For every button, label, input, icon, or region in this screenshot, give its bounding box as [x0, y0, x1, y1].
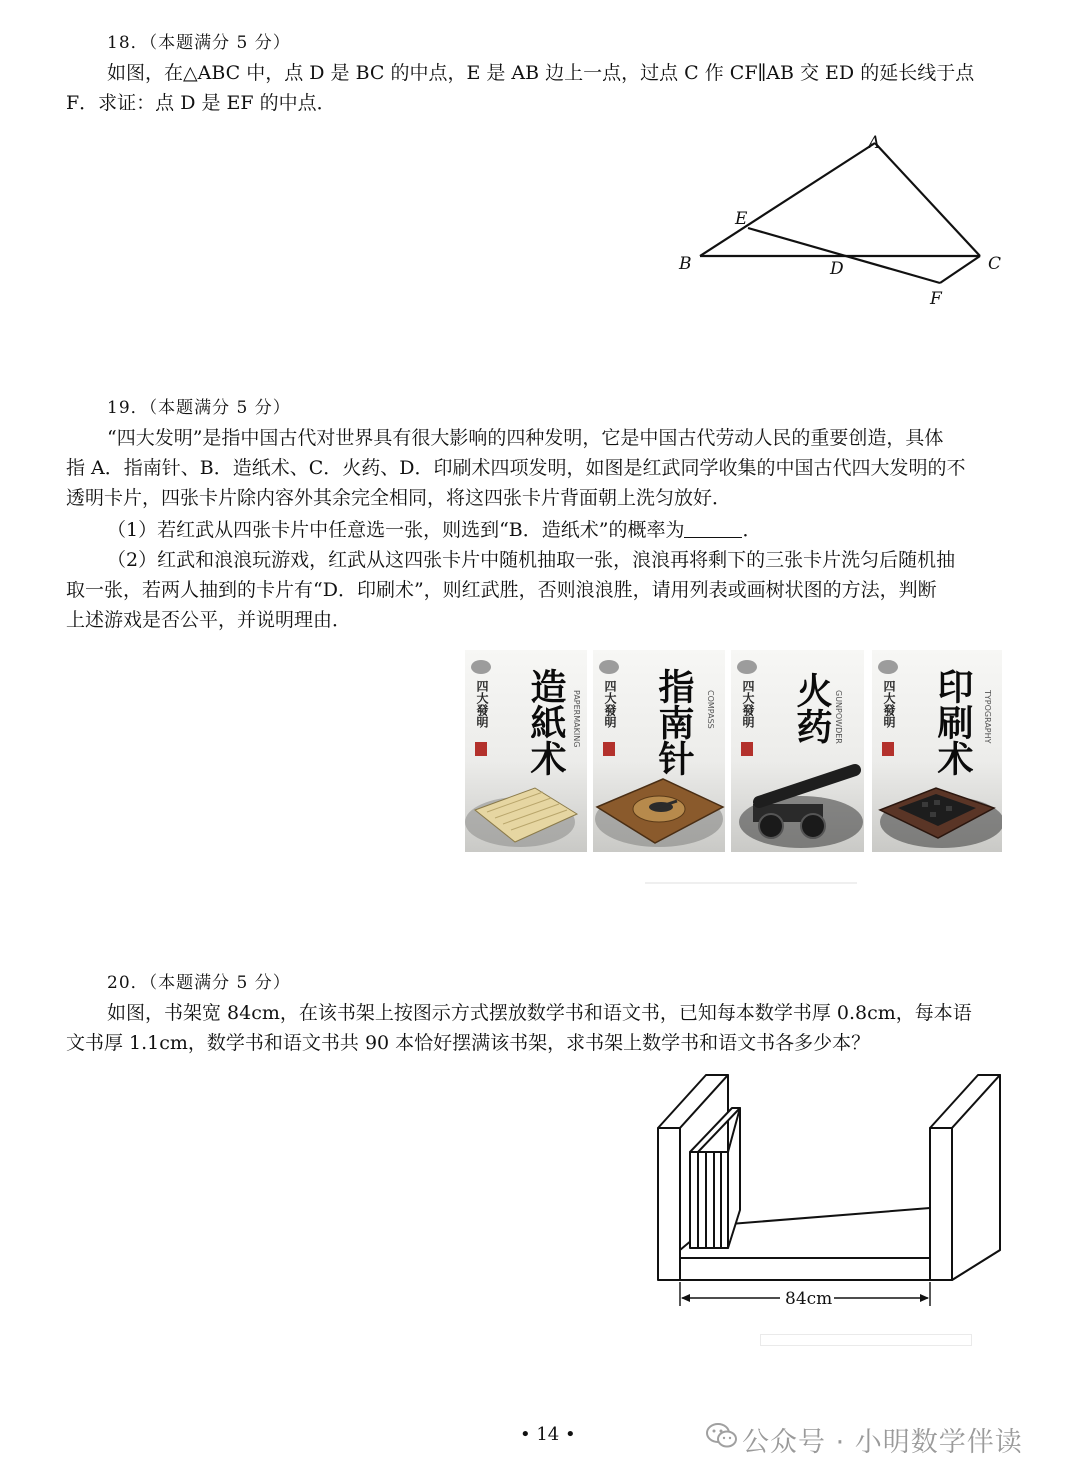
emblem-icon: [599, 660, 619, 674]
q19-part2-line1: （2）红武和浪浪玩游戏，红武从这四张卡片中随机抽取一张，浪浪再将剩下的三张卡片洗匀后随机抽: [107, 549, 956, 571]
q19-part1-end: ．: [742, 519, 762, 541]
q18-triangle-figure: [660, 125, 1030, 325]
q18-header: 18．（本题满分 5 分）: [107, 33, 291, 53]
wechat-logo-icon: [706, 1422, 738, 1450]
q20-header: 20．（本题满分 5 分）: [107, 973, 291, 993]
q20-text-line1: 如图，书架宽 84cm，在该书架上按图示方式摆放数学书和语文书，已知每本数学书厚 0.8cm，每本语: [107, 1002, 972, 1024]
dimension-label: 84cm: [785, 1289, 833, 1309]
card-printing: [872, 650, 1002, 852]
emblem-icon: [737, 660, 757, 674]
q20-text-line2: 文书厚 1.1cm，数学书和语文书共 90 本恰好摆满该书架，求书架上数学书和语文书各多少本？: [66, 1032, 871, 1054]
red-seal-icon: [603, 742, 615, 756]
card-title: 造紙术: [525, 668, 566, 776]
q19-paragraph-line3: 透明卡片，四张卡片除内容外其余完全相同，将这四张卡片背面朝上洗匀放好．: [66, 487, 732, 509]
right-board-front: [930, 1128, 952, 1280]
arrow-left-icon: [681, 1294, 690, 1302]
card-title: 火药: [791, 672, 832, 744]
q19-part2-line2: 取一张，若两人抽到的卡片有“D．印刷术”，则红武胜，否则浪浪胜，请用列表或画树状图的方法，判断: [66, 579, 937, 601]
label-b: B: [679, 254, 692, 274]
page-number: • 14 •: [520, 1424, 576, 1445]
card-title: 印刷术: [932, 668, 973, 776]
card-series-label: 四大發明: [603, 680, 617, 728]
cannon-icon: [731, 752, 864, 852]
faint-box: [760, 1334, 972, 1346]
q19-paragraph-line2: 指 A．指南针、B．造纸术、C．火药、D．印刷术四项发明，如图是红武同学收集的中国古代四大发明的不: [66, 457, 966, 479]
left-board-front: [658, 1128, 680, 1280]
label-e: E: [735, 209, 748, 229]
book-stack: [690, 1152, 728, 1248]
compass-board-icon: [593, 757, 725, 852]
q19-header: 19．（本题满分 5 分）: [107, 398, 291, 418]
label-d: D: [830, 259, 844, 279]
label-a: A: [868, 133, 881, 153]
card-series-label: 四大發明: [475, 680, 489, 728]
type-tray-icon: [872, 762, 1002, 852]
card-gunpowder: [731, 650, 864, 852]
card-english: TYPOGRAPHY: [983, 690, 992, 744]
shelf-base: [680, 1258, 930, 1280]
card-english: GUNPOWDER: [834, 690, 843, 744]
label-f: F: [930, 289, 942, 309]
faint-rule: [645, 882, 857, 884]
paper-scroll-icon: [465, 762, 587, 852]
q19-part2-line3: 上述游戏是否公平，并说明理由．: [66, 609, 352, 631]
q19-paragraph-line1: “四大发明”是指中国古代对世界具有很大影响的四种发明，它是中国古代劳动人民的重要创造，具体: [107, 427, 944, 449]
card-papermaking: [465, 650, 587, 852]
q20-bookshelf-figure: [640, 1060, 1040, 1320]
label-c: C: [988, 254, 1002, 274]
emblem-icon: [471, 660, 491, 674]
q19-part1-text: （1）若红武从四张卡片中任意选一张，则选到“B．造纸术”的概率为: [107, 519, 685, 541]
segment-ac: [875, 143, 980, 256]
card-series-label: 四大發明: [741, 680, 755, 728]
card-title: 指南针: [653, 668, 694, 776]
arrow-right-icon: [920, 1294, 929, 1302]
watermark-text: 公众号 · 小明数学伴读: [742, 1427, 1023, 1458]
card-series-label: 四大發明: [882, 680, 896, 728]
segment-cf: [940, 256, 980, 283]
red-seal-icon: [882, 742, 894, 756]
q18-text-line1: 如图，在△ABC 中，点 D 是 BC 的中点，E 是 AB 边上一点，过点 C 作 CF∥AB 交 ED 的延长线于点: [107, 62, 975, 84]
q19-part1: [107, 515, 1017, 545]
card-english: COMPASS: [706, 690, 715, 729]
q18-text-line2: F．求证：点 D 是 EF 的中点．: [66, 92, 336, 114]
red-seal-icon: [475, 742, 487, 756]
answer-blank: [684, 517, 742, 538]
emblem-icon: [878, 660, 898, 674]
card-compass: [593, 650, 725, 852]
card-english: PAPERMAKING: [572, 690, 581, 748]
